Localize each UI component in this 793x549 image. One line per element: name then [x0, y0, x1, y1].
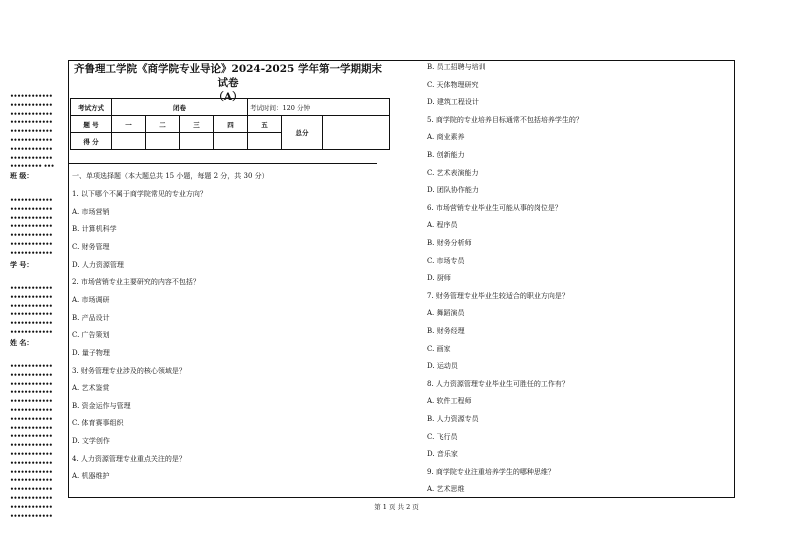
answer-option: C. 画家 — [427, 344, 451, 353]
name-label: 姓 名： — [10, 338, 34, 347]
question-stem: 5. 商学院的专业培养目标通常不包括培养学生的？ — [427, 115, 583, 124]
answer-option: C. 市场专员 — [427, 256, 465, 265]
seal-dotted-line: •••••••••••• — [10, 424, 53, 432]
section-1: 一 — [112, 116, 146, 133]
seal-dotted-line: •••••••••••• — [10, 363, 53, 370]
title-line-1: 齐鲁理工学院《商学院专业导论》2024-2025 学年第一学期期末试卷 — [74, 63, 382, 89]
answer-option: B. 创新能力 — [427, 151, 465, 159]
answer-option: D. 运动员 — [427, 362, 458, 371]
seal-dotted-line: •••••••••••• — [10, 293, 53, 301]
answer-option: D. 音乐家 — [427, 450, 458, 459]
total-label: 总分 — [282, 116, 323, 150]
seal-dotted-line: •••••••••••• — [10, 433, 53, 441]
seal-dotted-line: •••••••••••• — [10, 495, 53, 502]
seal-dotted-line: •••••••••••• — [10, 241, 53, 248]
answer-option: A. 艺术鉴赏 — [72, 384, 110, 393]
answer-option: A. 市场营销 — [72, 207, 110, 216]
answer-option: D. 文学创作 — [72, 437, 110, 446]
seal-dotted-line: •••••••••••• — [10, 329, 53, 336]
seal-dotted-line: •••••••••••• — [10, 503, 53, 511]
seal-dotted-line: •••••••••••• — [10, 285, 53, 292]
answer-option: D. 人力资源管理 — [72, 260, 124, 269]
seal-dotted-line: •••••••••••• — [10, 442, 53, 450]
seal-dotted-line: •••••••••••• — [10, 93, 53, 100]
question-no-label: 题 号 — [71, 116, 112, 133]
question-stem: 9. 商学院专业注重培养学生的哪种思维？ — [427, 467, 555, 476]
seal-dotted-line: •••••••••••• — [10, 101, 53, 109]
answer-option: B. 员工招聘与培训 — [427, 63, 486, 71]
seal-dotted-line: •••••••••••• — [10, 302, 53, 310]
answer-option: D. 建筑工程设计 — [427, 98, 479, 107]
answer-option: D. 量子物理 — [72, 348, 110, 357]
answer-option: C. 天体物理研究 — [427, 80, 479, 89]
question-stem: 6. 市场营销专业毕业生可能从事的岗位是？ — [427, 203, 562, 212]
page-number: 第 1 页 共 2 页 — [374, 503, 419, 511]
answer-option: A. 艺术思维 — [427, 485, 465, 494]
divider — [68, 163, 377, 164]
score-table — [70, 98, 390, 150]
answer-option: B. 财务分析师 — [427, 239, 472, 247]
answer-option: A. 市场调研 — [72, 295, 110, 304]
question-stem: 2. 市场营销专业主要研究的内容不包括？ — [72, 278, 200, 287]
seal-dotted-line: •••••••••••• — [10, 320, 53, 328]
exam-time: 考试时间：120 分钟 — [248, 99, 390, 116]
answer-option: C. 艺术表演能力 — [427, 168, 479, 177]
seal-dotted-line: •••••••••••• — [10, 311, 53, 319]
class-label: 班 级： — [10, 171, 34, 180]
answer-option: B. 资金运作与管理 — [72, 401, 131, 410]
answer-option: A. 程序员 — [427, 221, 458, 230]
seal-dotted-line: •••••••••••• — [10, 137, 53, 144]
answer-option: C. 财务管理 — [72, 242, 110, 251]
seal-dotted-line: ••••••••• ••• — [10, 163, 55, 171]
seal-dotted-line: •••••••••••• — [10, 451, 53, 458]
answer-option: D. 厨师 — [427, 274, 451, 283]
exam-mode-value: 闭卷 — [112, 99, 248, 116]
seal-dotted-line: •••••••••••• — [10, 154, 53, 162]
question-stem: 1. 以下哪个不属于商学院常见的专业方向？ — [72, 190, 207, 198]
title-line-2: （A） — [213, 91, 243, 103]
seal-dotted-line: •••••••••••• — [10, 459, 53, 467]
seal-dotted-line: •••••••••••• — [10, 415, 53, 423]
answer-option: A. 软件工程师 — [427, 397, 472, 406]
score-cell-4 — [214, 133, 248, 150]
seal-dotted-line: •••••••••••• — [10, 119, 53, 127]
answer-option: A. 商业素养 — [427, 133, 465, 142]
section-heading: 一、单项选择题（本大题总共 15 小题，每题 2 分，共 30 分） — [72, 172, 269, 180]
seal-dotted-line: •••••••••••• — [10, 371, 53, 379]
answer-option: C. 广告策划 — [72, 331, 110, 340]
seal-dotted-line: •••••••••••• — [10, 477, 53, 485]
seal-dotted-line: •••••••••••• — [10, 145, 53, 153]
answer-option: C. 体育赛事组织 — [72, 419, 124, 428]
seal-dotted-line: •••••••••••• — [10, 380, 53, 388]
answer-option: B. 产品设计 — [72, 313, 110, 322]
seal-dotted-line: •••••••••••• — [10, 486, 53, 494]
seal-dotted-line: •••••••••••• — [10, 110, 53, 118]
seal-dotted-line: •••••••••••• — [10, 512, 53, 520]
section-5: 五 — [248, 116, 282, 133]
seal-dotted-line: •••••••••••• — [10, 249, 53, 257]
answer-option: B. 财务经理 — [427, 327, 465, 335]
seal-dotted-line: •••••••••••• — [10, 407, 53, 414]
answer-option: D. 团队协作能力 — [427, 186, 479, 195]
question-stem: 8. 人力资源管理专业毕业生可胜任的工作有？ — [427, 379, 569, 388]
answer-option: B. 人力资源专员 — [427, 415, 479, 423]
question-stem: 4. 人力资源管理专业重点关注的是？ — [72, 454, 186, 463]
section-4: 四 — [214, 116, 248, 133]
score-cell-5 — [248, 133, 282, 150]
seal-dotted-line: •••••••••••• — [10, 223, 53, 231]
seal-dotted-line: •••••••••••• — [10, 389, 53, 397]
question-stem: 3. 财务管理专业涉及的核心领域是？ — [72, 366, 186, 375]
exam-mode-label: 考试方式 — [71, 99, 112, 116]
answer-option: C. 飞行员 — [427, 432, 458, 441]
student-id-label: 学 号： — [10, 260, 34, 269]
answer-option: B. 计算机科学 — [72, 225, 117, 234]
answer-option: A. 舞蹈演员 — [427, 309, 465, 318]
seal-dotted-line: •••••••••••• — [10, 214, 53, 222]
score-cell-3 — [180, 133, 214, 150]
seal-dotted-line: •••••••••••• — [10, 468, 53, 476]
seal-dotted-line: •••••••••••• — [10, 128, 53, 136]
seal-dotted-line: •••••••••••• — [10, 398, 53, 406]
score-cell-2 — [146, 133, 180, 150]
seal-dotted-line: •••••••••••• — [10, 197, 53, 204]
seal-dotted-line: •••••••••••• — [10, 232, 53, 240]
section-2: 二 — [146, 116, 180, 133]
section-3: 三 — [180, 116, 214, 133]
score-label: 得 分 — [71, 133, 112, 150]
score-cell-1 — [112, 133, 146, 150]
question-stem: 7. 财务管理专业毕业生较适合的职业方向是？ — [427, 291, 569, 300]
answer-option: A. 机器维护 — [72, 472, 110, 481]
seal-dotted-line: •••••••••••• — [10, 205, 53, 213]
total-score-cell — [323, 116, 390, 150]
